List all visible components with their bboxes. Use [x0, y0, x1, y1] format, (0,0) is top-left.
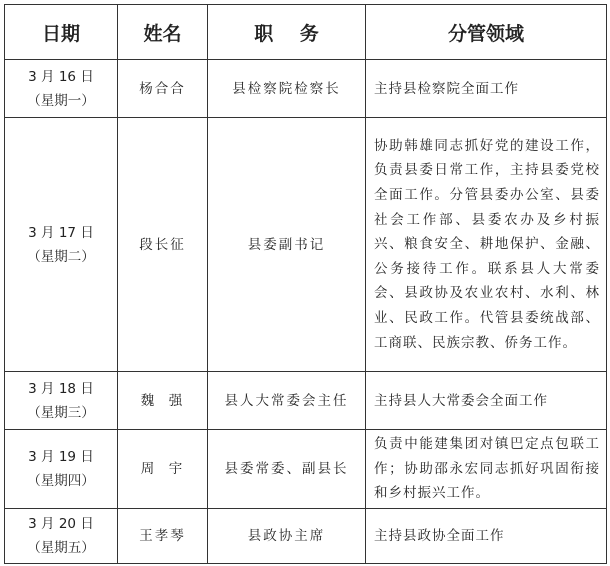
position-cell: 县政协主席: [208, 508, 366, 563]
position-cell: 县委常委、副县长: [208, 430, 366, 509]
area-cell: 主持县政协全面工作: [366, 508, 607, 563]
table-row: [5, 118, 607, 372]
date-text: 3 月 18 日: [28, 380, 94, 397]
weekday-text: （星期三）: [27, 404, 95, 421]
name-cell: 王孝琴: [118, 508, 208, 563]
header-name: 姓名: [118, 5, 208, 60]
table-row: [5, 430, 607, 509]
weekday-text: （星期五）: [27, 539, 95, 556]
header-date: 日期: [5, 5, 118, 60]
table-row: [5, 372, 607, 430]
area-cell: 负责中能建集团对镇巴定点包联工作；协助邵永宏同志抓好巩固衔接和乡村振兴工作。: [366, 430, 607, 509]
name-cell: 段长征: [118, 118, 208, 372]
position-cell: 县检察院检察长: [208, 60, 366, 118]
date-text: 3 月 16 日: [28, 68, 94, 85]
date-cell: [5, 430, 118, 509]
header-row: [5, 5, 607, 60]
position-cell: 县人大常委会主任: [208, 372, 366, 430]
duty-schedule-table: [4, 4, 607, 564]
date-cell: [5, 118, 118, 372]
weekday-text: （星期二）: [27, 248, 95, 265]
name-cell: 杨合合: [118, 60, 208, 118]
header-area: 分管领域: [366, 5, 607, 60]
area-cell: 主持县人大常委会全面工作: [366, 372, 607, 430]
date-text: 3 月 20 日: [28, 515, 94, 532]
date-cell: [5, 372, 118, 430]
area-cell: 协助韩雄同志抓好党的建设工作，负责县委日常工作，主持县委党校全面工作。分管县委办公室、县委社会工作部、县委农办及乡村振兴、粮食安全、耕地保护、金融、公务接待工作。联系县人大常委会、县政协及农业农村、水利、林业、民政工作。代管县委统战部、工商联、民族宗教、侨务工作。: [366, 118, 607, 372]
header-position: 职 务: [208, 5, 366, 60]
weekday-text: （星期一）: [27, 92, 95, 109]
position-cell: 县委副书记: [208, 118, 366, 372]
table-row: [5, 60, 607, 118]
name-cell: 魏 强: [118, 372, 208, 430]
name-cell: 周 宇: [118, 430, 208, 509]
weekday-text: （星期四）: [27, 472, 95, 489]
date-cell: [5, 508, 118, 563]
table-row: [5, 508, 607, 563]
date-text: 3 月 19 日: [28, 448, 94, 465]
area-cell: 主持县检察院全面工作: [366, 60, 607, 118]
date-text: 3 月 17 日: [28, 224, 94, 241]
date-cell: [5, 60, 118, 118]
